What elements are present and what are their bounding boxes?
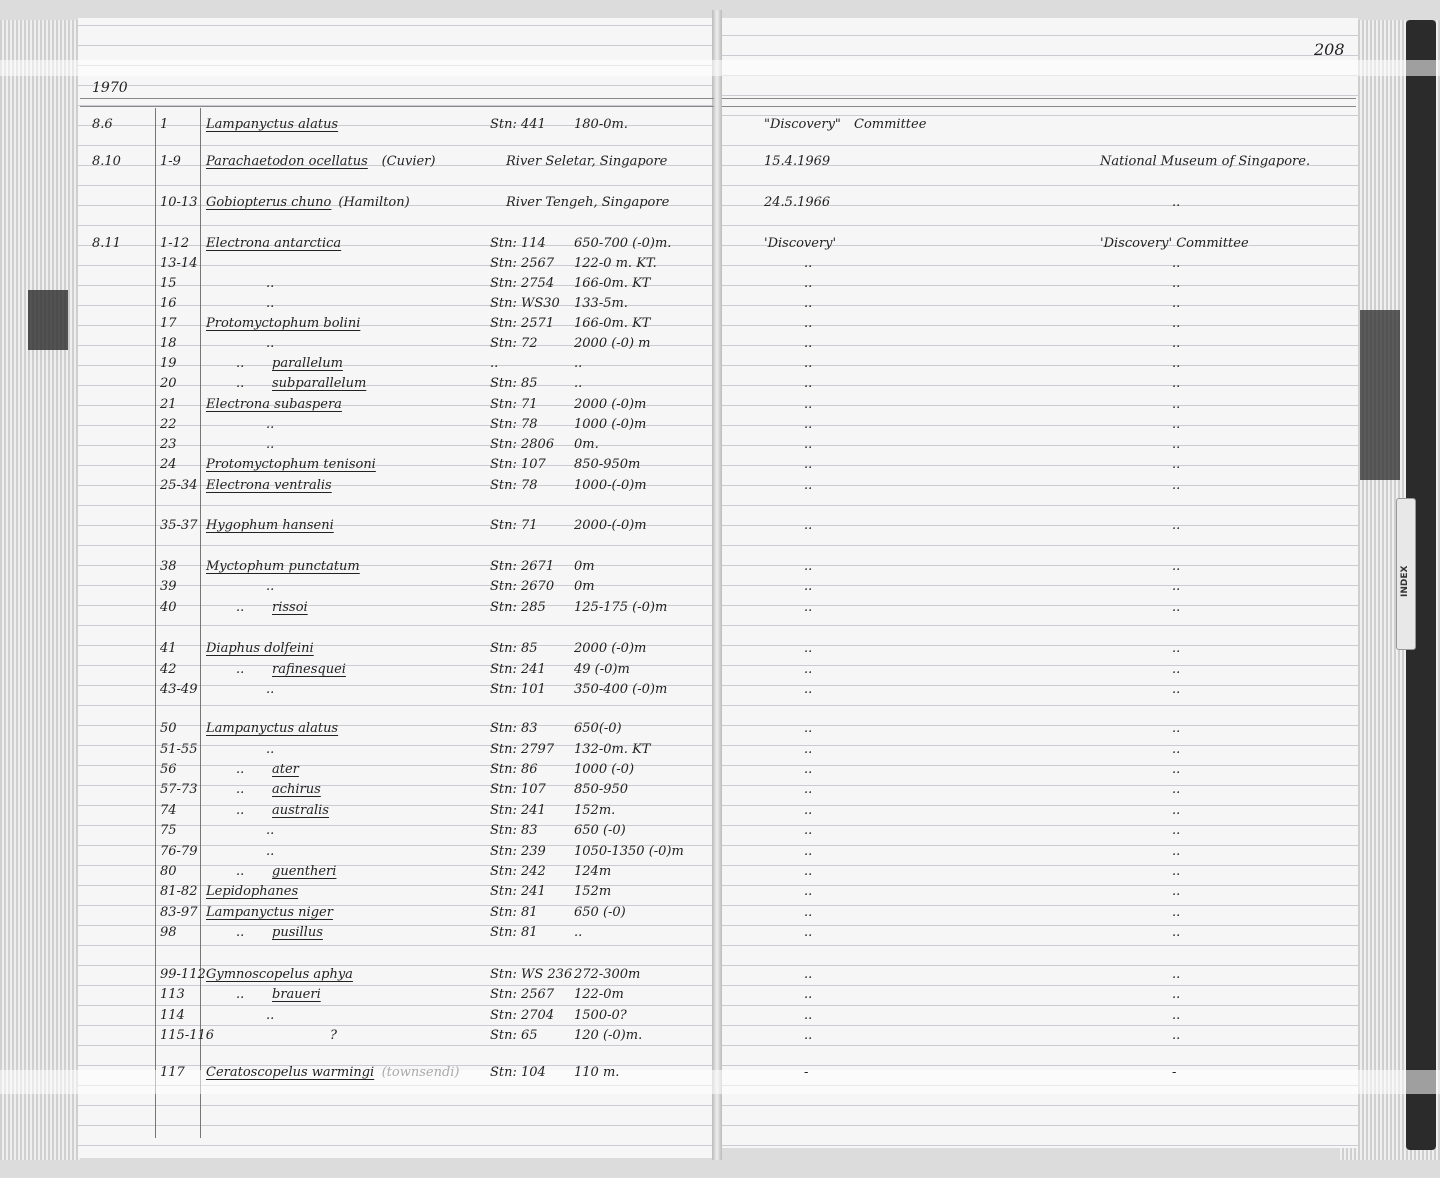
- entry-ditto: -: [1172, 1065, 1177, 1080]
- entry-nos: 21: [160, 397, 177, 412]
- entry-depth: 850-950m: [574, 457, 641, 472]
- entry-ditto: ..: [1172, 803, 1181, 818]
- entry-depth: 2000 (-0)m: [574, 641, 647, 656]
- entry-station: Stn: 114: [490, 236, 546, 251]
- entry-ditto: ..: [1172, 1028, 1181, 1043]
- entry-donor: ..: [804, 1008, 813, 1023]
- entry-donor: "Discovery": [764, 117, 841, 132]
- entry-donor: ..: [804, 437, 813, 452]
- entry-species: ..: [266, 1008, 275, 1023]
- entry-species: Electrona antarctica: [206, 236, 342, 251]
- entry-ditto: ..: [1172, 579, 1181, 594]
- entry-depth: 1000 (-0)m: [574, 417, 647, 432]
- entry-author: (Cuvier): [381, 154, 436, 169]
- entry-station: Stn: 65: [490, 1028, 538, 1043]
- entry-nos: 25-34: [160, 478, 198, 493]
- entry-species-ditto: ..: [236, 662, 245, 677]
- entry-depth: ..: [574, 356, 583, 371]
- entry-species: Lampanyctus niger: [206, 905, 333, 920]
- entry-locality: 'Discovery' Committee: [1100, 236, 1249, 251]
- entry-station: Stn: 107: [490, 782, 546, 797]
- entry-ditto: ..: [1172, 864, 1181, 879]
- entry-species: Lampanyctus alatus: [206, 117, 339, 132]
- entry-species: ..: [266, 336, 275, 351]
- entry-ditto: ..: [1172, 742, 1181, 757]
- entry-species: Protomyctophum bolini: [206, 316, 361, 331]
- entry-station: River Seletar, Singapore: [506, 154, 668, 169]
- entry-nos: 22: [160, 417, 177, 432]
- entry-species: pusillus: [272, 925, 323, 940]
- entry-station: Stn: 83: [490, 823, 538, 838]
- entry-species: ..: [266, 296, 275, 311]
- entry-donor: ..: [804, 987, 813, 1002]
- left-page-edges: [0, 20, 80, 1160]
- entry-nos: 16: [160, 296, 177, 311]
- entry-donor: ..: [804, 518, 813, 533]
- entry-depth: 180-0m.: [574, 117, 628, 132]
- entry-nos: 115-116: [160, 1028, 215, 1043]
- entry-donor: ..: [804, 905, 813, 920]
- entry-nos: 18: [160, 336, 177, 351]
- entry-ditto: ..: [1172, 559, 1181, 574]
- ink-smudge-right: [1360, 310, 1400, 480]
- entry-donor: ..: [804, 276, 813, 291]
- entry-station: Stn: 85: [490, 641, 538, 656]
- entry-depth: 110 m.: [574, 1065, 620, 1080]
- entry-depth: ..: [574, 376, 583, 391]
- entry-donor: ..: [804, 762, 813, 777]
- entry-depth: 2000 (-0) m: [574, 336, 651, 351]
- entry-donor: ..: [804, 1028, 813, 1043]
- entry-ditto: ..: [1172, 276, 1181, 291]
- entry-station: Stn: 2704: [490, 1008, 555, 1023]
- entry-ditto: ..: [1172, 884, 1181, 899]
- entry-depth: 0m: [574, 559, 595, 574]
- entry-donor: ..: [804, 397, 813, 412]
- entry-donor: ..: [804, 721, 813, 736]
- column-rule-nos: [200, 108, 201, 1138]
- entry-depth: 132-0m. KT: [574, 742, 651, 757]
- entry-species: braueri: [272, 987, 321, 1002]
- entry-donor: 24.5.1966: [764, 195, 831, 210]
- entry-station: Stn: 2806: [490, 437, 555, 452]
- entry-depth: 166-0m. KT: [574, 276, 651, 291]
- entry-nos: 114: [160, 1008, 185, 1023]
- entry-ditto: ..: [1172, 844, 1181, 859]
- entry-donor2: Committee: [854, 117, 927, 132]
- entry-ditto: ..: [1172, 316, 1181, 331]
- entry-species: ..: [266, 437, 275, 452]
- entry-nos: 20: [160, 376, 177, 391]
- entry-reg: 8.10: [92, 154, 121, 169]
- entry-species: Gymnoscopelus aphya: [206, 967, 353, 982]
- entry-species: achirus: [272, 782, 321, 797]
- index-tab[interactable]: [1396, 498, 1416, 650]
- entry-ditto: ..: [1172, 256, 1181, 271]
- entry-reg: 8.6: [92, 117, 113, 132]
- entry-species: Hygophum hanseni: [206, 518, 334, 533]
- entry-reg: 8.11: [92, 236, 121, 251]
- entry-station: Stn: 2797: [490, 742, 555, 757]
- entry-station: Stn: 242: [490, 864, 546, 879]
- entry-species: guentheri: [272, 864, 337, 879]
- entry-species-ditto: ..: [236, 987, 245, 1002]
- entry-donor: ..: [804, 600, 813, 615]
- year-heading: 1970: [92, 80, 128, 96]
- entry-station: River Tengeh, Singapore: [506, 195, 670, 210]
- entry-donor: ..: [804, 682, 813, 697]
- entry-nos: 43-49: [160, 682, 198, 697]
- entry-ditto: ..: [1172, 397, 1181, 412]
- header-rule-right-2: [722, 106, 1356, 107]
- entry-station: Stn: 441: [490, 117, 546, 132]
- entry-station: Stn: 101: [490, 682, 546, 697]
- entry-station: Stn: 78: [490, 417, 538, 432]
- entry-donor: ..: [804, 641, 813, 656]
- entry-donor: ..: [804, 884, 813, 899]
- entry-nos: 13-14: [160, 256, 198, 271]
- entry-station: Stn: 2567: [490, 256, 555, 271]
- entry-depth: 152m: [574, 884, 612, 899]
- entry-station: Stn: 241: [490, 803, 546, 818]
- entry-depth: 1050-1350 (-0)m: [574, 844, 684, 859]
- entry-nos: 35-37: [160, 518, 198, 533]
- entry-ditto: ..: [1172, 376, 1181, 391]
- entry-donor: ..: [804, 742, 813, 757]
- entry-ditto: ..: [1172, 336, 1181, 351]
- entry-donor: ..: [804, 844, 813, 859]
- entry-species-ditto: ..: [236, 864, 245, 879]
- entry-species: ater: [272, 762, 299, 777]
- entry-depth: 850-950: [574, 782, 629, 797]
- entry-species: Protomyctophum tenisoni: [206, 457, 376, 472]
- entry-donor: ..: [804, 478, 813, 493]
- entry-station: Stn: 78: [490, 478, 538, 493]
- entry-species: Gobiopterus chuno: [206, 195, 332, 210]
- entry-depth: 122-0m: [574, 987, 624, 1002]
- entry-nos: 117: [160, 1065, 185, 1080]
- entry-station: Stn: 72: [490, 336, 538, 351]
- entry-station: Stn: 71: [490, 518, 538, 533]
- entry-species: parallelum: [272, 356, 343, 371]
- page-number: 208: [1314, 40, 1345, 59]
- entry-species: subparallelum: [272, 376, 367, 391]
- entry-species: ..: [266, 823, 275, 838]
- entry-depth: 650-700 (-0)m.: [574, 236, 672, 251]
- column-rule-reg: [155, 108, 156, 1138]
- entry-nos: 1: [160, 117, 169, 132]
- entry-station: Stn: 104: [490, 1065, 546, 1080]
- entry-species: ..: [266, 579, 275, 594]
- entry-donor: ..: [804, 256, 813, 271]
- entry-nos: 19: [160, 356, 177, 371]
- entry-species: Ceratoscopelus warmingi: [206, 1065, 375, 1080]
- entry-station: Stn: 241: [490, 662, 546, 677]
- entry-ditto: ..: [1172, 195, 1181, 210]
- entry-ditto: ..: [1172, 823, 1181, 838]
- entry-nos: 80: [160, 864, 177, 879]
- entry-species: rissoi: [272, 600, 308, 615]
- header-rule-left-2: [80, 106, 714, 107]
- entry-nos: 99-112: [160, 967, 206, 982]
- entry-donor: ..: [804, 662, 813, 677]
- entry-species: Lampanyctus alatus: [206, 721, 339, 736]
- entry-ditto: ..: [1172, 925, 1181, 940]
- entry-donor: ..: [804, 356, 813, 371]
- entry-station: Stn: 285: [490, 600, 546, 615]
- entry-nos: 74: [160, 803, 177, 818]
- entry-nos: 24: [160, 457, 177, 472]
- entry-species-ditto: ..: [236, 803, 245, 818]
- entry-donor: 'Discovery': [764, 236, 837, 251]
- entry-donor: 15.4.1969: [764, 154, 831, 169]
- entry-ditto: ..: [1172, 356, 1181, 371]
- entry-species: ?: [330, 1028, 337, 1043]
- entry-nos: 51-55: [160, 742, 198, 757]
- entry-nos: 41: [160, 641, 177, 656]
- ink-smudge-left: [28, 290, 68, 350]
- entry-nos: 57-73: [160, 782, 198, 797]
- entry-depth: 166-0m. KT: [574, 316, 651, 331]
- entry-author: (Hamilton): [338, 195, 410, 210]
- book-gutter: [712, 10, 722, 1160]
- entry-depth: 122-0 m. KT.: [574, 256, 657, 271]
- entry-species: Electrona ventralis: [206, 478, 332, 493]
- header-rule-right: [722, 98, 1356, 99]
- entry-depth: 0m: [574, 579, 595, 594]
- entry-donor: ..: [804, 336, 813, 351]
- entry-donor: ..: [804, 803, 813, 818]
- index-tab-label: INDEX: [1400, 565, 1410, 597]
- entry-nos: 17: [160, 316, 177, 331]
- entry-nos: 83-97: [160, 905, 198, 920]
- entry-nos: 76-79: [160, 844, 198, 859]
- entry-ditto: ..: [1172, 478, 1181, 493]
- entry-depth: 350-400 (-0)m: [574, 682, 668, 697]
- entry-donor: ..: [804, 296, 813, 311]
- entry-nos: 56: [160, 762, 177, 777]
- entry-station: Stn: 83: [490, 721, 538, 736]
- entry-nos: 113: [160, 987, 185, 1002]
- entry-station: Stn: 2567: [490, 987, 555, 1002]
- entry-depth: 0m.: [574, 437, 599, 452]
- entry-donor: ..: [804, 376, 813, 391]
- entry-species-ditto: ..: [236, 925, 245, 940]
- entry-nos: 10-13: [160, 195, 198, 210]
- entry-nos: 50: [160, 721, 177, 736]
- entry-species: Diaphus dolfeini: [206, 641, 314, 656]
- entry-species: rafinesquei: [272, 662, 346, 677]
- entry-depth: 49 (-0)m: [574, 662, 630, 677]
- entry-station: Stn: 107: [490, 457, 546, 472]
- tape-top: [0, 60, 1440, 76]
- entry-nos: 42: [160, 662, 177, 677]
- entry-locality: National Museum of Singapore.: [1100, 154, 1311, 169]
- entry-species-ditto: ..: [236, 600, 245, 615]
- entry-species: Myctophum punctatum: [206, 559, 360, 574]
- entry-depth: 650(-0): [574, 721, 622, 736]
- entry-depth: 152m.: [574, 803, 616, 818]
- entry-ditto: ..: [1172, 762, 1181, 777]
- entry-ditto: ..: [1172, 782, 1181, 797]
- entry-nos: 15: [160, 276, 177, 291]
- entry-depth: 650 (-0): [574, 823, 626, 838]
- entry-donor: ..: [804, 579, 813, 594]
- entry-donor: ..: [804, 823, 813, 838]
- entry-ditto: ..: [1172, 457, 1181, 472]
- entry-species: ..: [266, 417, 275, 432]
- header-rule-left: [80, 98, 714, 99]
- entry-species: ..: [266, 682, 275, 697]
- entry-species-ditto: ..: [236, 782, 245, 797]
- entry-depth: 650 (-0): [574, 905, 626, 920]
- entry-depth: 124m: [574, 864, 612, 879]
- entry-depth: 1000-(-0)m: [574, 478, 647, 493]
- entry-depth: 125-175 (-0)m: [574, 600, 668, 615]
- entry-species: Lepidophanes: [206, 884, 299, 899]
- entry-ditto: ..: [1172, 682, 1181, 697]
- entry-donor: -: [804, 1065, 809, 1080]
- entry-ditto: ..: [1172, 967, 1181, 982]
- entry-donor: ..: [804, 316, 813, 331]
- entry-depth: 133-5m.: [574, 296, 628, 311]
- entry-species: Electrona subaspera: [206, 397, 342, 412]
- entry-nos: 75: [160, 823, 177, 838]
- entry-station: Stn: 2670: [490, 579, 555, 594]
- entry-ditto: ..: [1172, 987, 1181, 1002]
- entry-nos: 40: [160, 600, 177, 615]
- entry-ditto: ..: [1172, 905, 1181, 920]
- entry-author: (townsendi): [381, 1065, 460, 1080]
- entry-station: Stn: 71: [490, 397, 538, 412]
- entry-donor: ..: [804, 457, 813, 472]
- entry-depth: 2000-(-0)m: [574, 518, 647, 533]
- entry-depth: 1500-0?: [574, 1008, 627, 1023]
- entry-species-ditto: ..: [236, 762, 245, 777]
- entry-depth: ..: [574, 925, 583, 940]
- right-page: [718, 18, 1358, 1148]
- entry-nos: 1-12: [160, 236, 190, 251]
- entry-donor: ..: [804, 782, 813, 797]
- entry-station: Stn: 239: [490, 844, 546, 859]
- entry-ditto: ..: [1172, 1008, 1181, 1023]
- entry-depth: 272-300m: [574, 967, 641, 982]
- entry-species: ..: [266, 742, 275, 757]
- entry-station: Stn: 86: [490, 762, 538, 777]
- entry-nos: 98: [160, 925, 177, 940]
- entry-station: Stn: 2571: [490, 316, 555, 331]
- entry-station: Stn: 81: [490, 905, 538, 920]
- entry-species-ditto: ..: [236, 356, 245, 371]
- entry-species: ..: [266, 844, 275, 859]
- entry-ditto: ..: [1172, 437, 1181, 452]
- entry-station: ..: [490, 356, 499, 371]
- entry-station: Stn: 85: [490, 376, 538, 391]
- entry-nos: 23: [160, 437, 177, 452]
- entry-station: Stn: 2754: [490, 276, 555, 291]
- entry-station: Stn: 2671: [490, 559, 555, 574]
- entry-donor: ..: [804, 559, 813, 574]
- entry-donor: ..: [804, 925, 813, 940]
- entry-donor: ..: [804, 864, 813, 879]
- entry-species: ..: [266, 276, 275, 291]
- entry-station: Stn: WS30: [490, 296, 560, 311]
- entry-ditto: ..: [1172, 721, 1181, 736]
- entry-ditto: ..: [1172, 296, 1181, 311]
- entry-ditto: ..: [1172, 662, 1181, 677]
- entry-species: australis: [272, 803, 329, 818]
- entry-nos: 81-82: [160, 884, 198, 899]
- entry-ditto: ..: [1172, 600, 1181, 615]
- entry-station: Stn: WS 236: [490, 967, 573, 982]
- entry-donor: ..: [804, 417, 813, 432]
- entry-depth: 120 (-0)m.: [574, 1028, 643, 1043]
- entry-ditto: ..: [1172, 641, 1181, 656]
- entry-nos: 39: [160, 579, 177, 594]
- entry-nos: 38: [160, 559, 177, 574]
- entry-donor: ..: [804, 967, 813, 982]
- entry-ditto: ..: [1172, 518, 1181, 533]
- entry-species-ditto: ..: [236, 376, 245, 391]
- entry-station: Stn: 81: [490, 925, 538, 940]
- entry-depth: 2000 (-0)m: [574, 397, 647, 412]
- entry-depth: 1000 (-0): [574, 762, 635, 777]
- entry-station: Stn: 241: [490, 884, 546, 899]
- entry-species: Parachaetodon ocellatus: [206, 154, 368, 169]
- entry-ditto: ..: [1172, 417, 1181, 432]
- entry-nos: 1-9: [160, 154, 181, 169]
